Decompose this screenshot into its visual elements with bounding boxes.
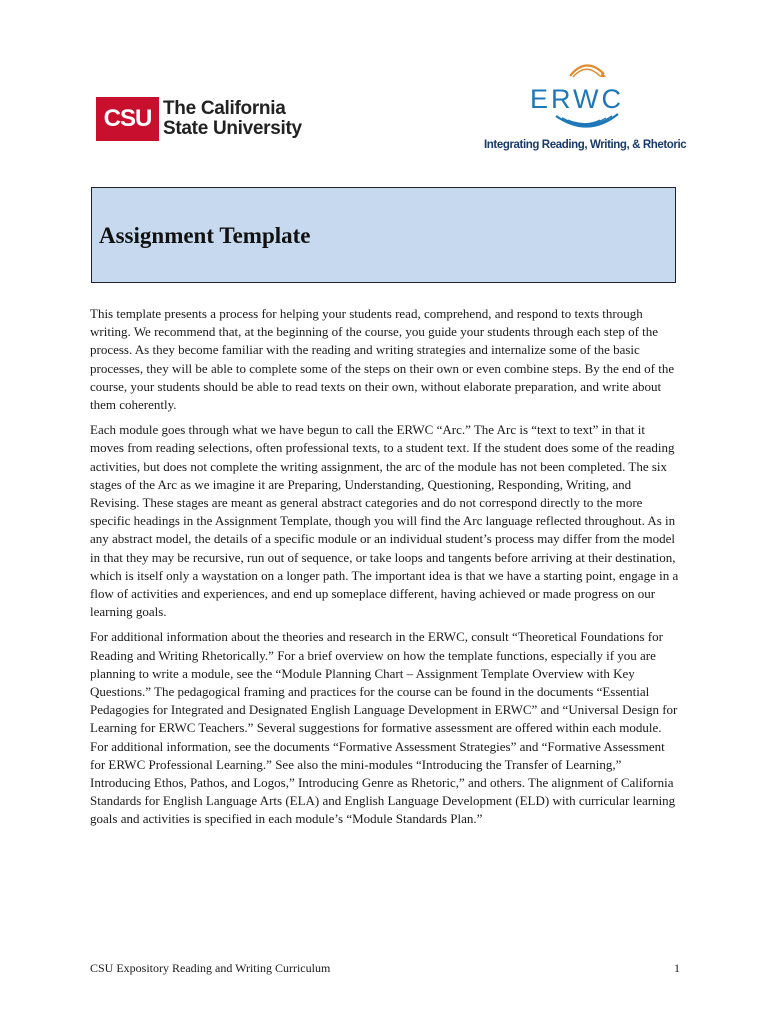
csu-logo-name: [163, 99, 302, 139]
page-footer: [90, 961, 680, 976]
csu-logo-mark: CSU: [96, 97, 159, 141]
csu-logo: [96, 97, 302, 141]
csu-logo-name-line2: State University: [163, 118, 302, 139]
paragraph-resources: For additional information about the theories and research in the ERWC, consult “Theoretical Foundations for Reading and Writing Rhetorically.” For a brief overview on how the template functions, especially if you are planning to write a module, see the “Module Planning Chart – Assignment Template Overview with Key Questions.” The pedagogical framing and practices for the course can be found in the documents “Essential Pedagogies for Integrated and Designated English Language Development in ERWC” and “Universal Design for Learning for ERWC Teachers.” Several suggestions for formative assessment are offered within each module. For additional information, see the documents “Formative Assessment Strategies” and “Formative Assessment for ERWC Professional Learning.” See also the mini-modules “Introducing the Transfer of Learning,” Introducing Ethos, Pathos, and Logos,” Introducing Genre as Rhetoric,” and others. The alignment of California Standards for English Language Arts (ELA) and English Language Development (ELD) with curricular learning goals and activities is specified in each module’s “Module Standards Plan.”: [90, 629, 678, 827]
erwc-logo-tagline: Integrating Reading, Writing, & Rhetoric: [484, 139, 687, 151]
erwc-logo-title: ERWC: [530, 84, 625, 114]
title-box: [91, 187, 676, 283]
paragraph-intro: This template presents a process for helping your students read, comprehend, and respond to texts through writing. We recommend that, at the beginning of the course, you guide your students through each step of the process. As they become familiar with the reading and writing strategies and internalize some of the basic processes, they will be able to complete some of the steps on their own or even combine steps. By the end of the course, your students should be able to read texts on their own, without elaborate preparation, and write about them coherently.: [90, 306, 675, 413]
footer-page-number: 1: [674, 961, 680, 975]
footer-title: CSU Expository Reading and Writing Curriculum: [90, 961, 331, 975]
csu-logo-name-line1: The California: [163, 98, 286, 119]
body-text: [90, 305, 680, 836]
page-title: Assignment Template: [99, 223, 311, 248]
paragraph-arc: Each module goes through what we have begun to call the ERWC “Arc.” The Arc is “text to text” in that it moves from reading selections, often professional texts, to a student text. If the student does some of the reading activities, but does not complete the writing assignment, the arc of the module has not been completed. The six stages of the Arc as we imagine it are Preparing, Understanding, Questioning, Responding, Writing, and Revising. These stages are meant as general abstract categories and do not correspond directly to the more specific headings in the Assignment Template, though you will find the Arc language reflected throughout. As in any abstract model, the details of a specific module or an individual student’s process may differ from the model in that they may be recursive, run out of sequence, or take loops and tangents before arriving at their destination, which is itself only a waystation on a longer path. The important idea is that we have a starting point, engage in a flow of activities and experiences, and end up someplace different, having achieved or made progress on our learning goals.: [90, 422, 679, 620]
erwc-logo: [478, 52, 687, 164]
